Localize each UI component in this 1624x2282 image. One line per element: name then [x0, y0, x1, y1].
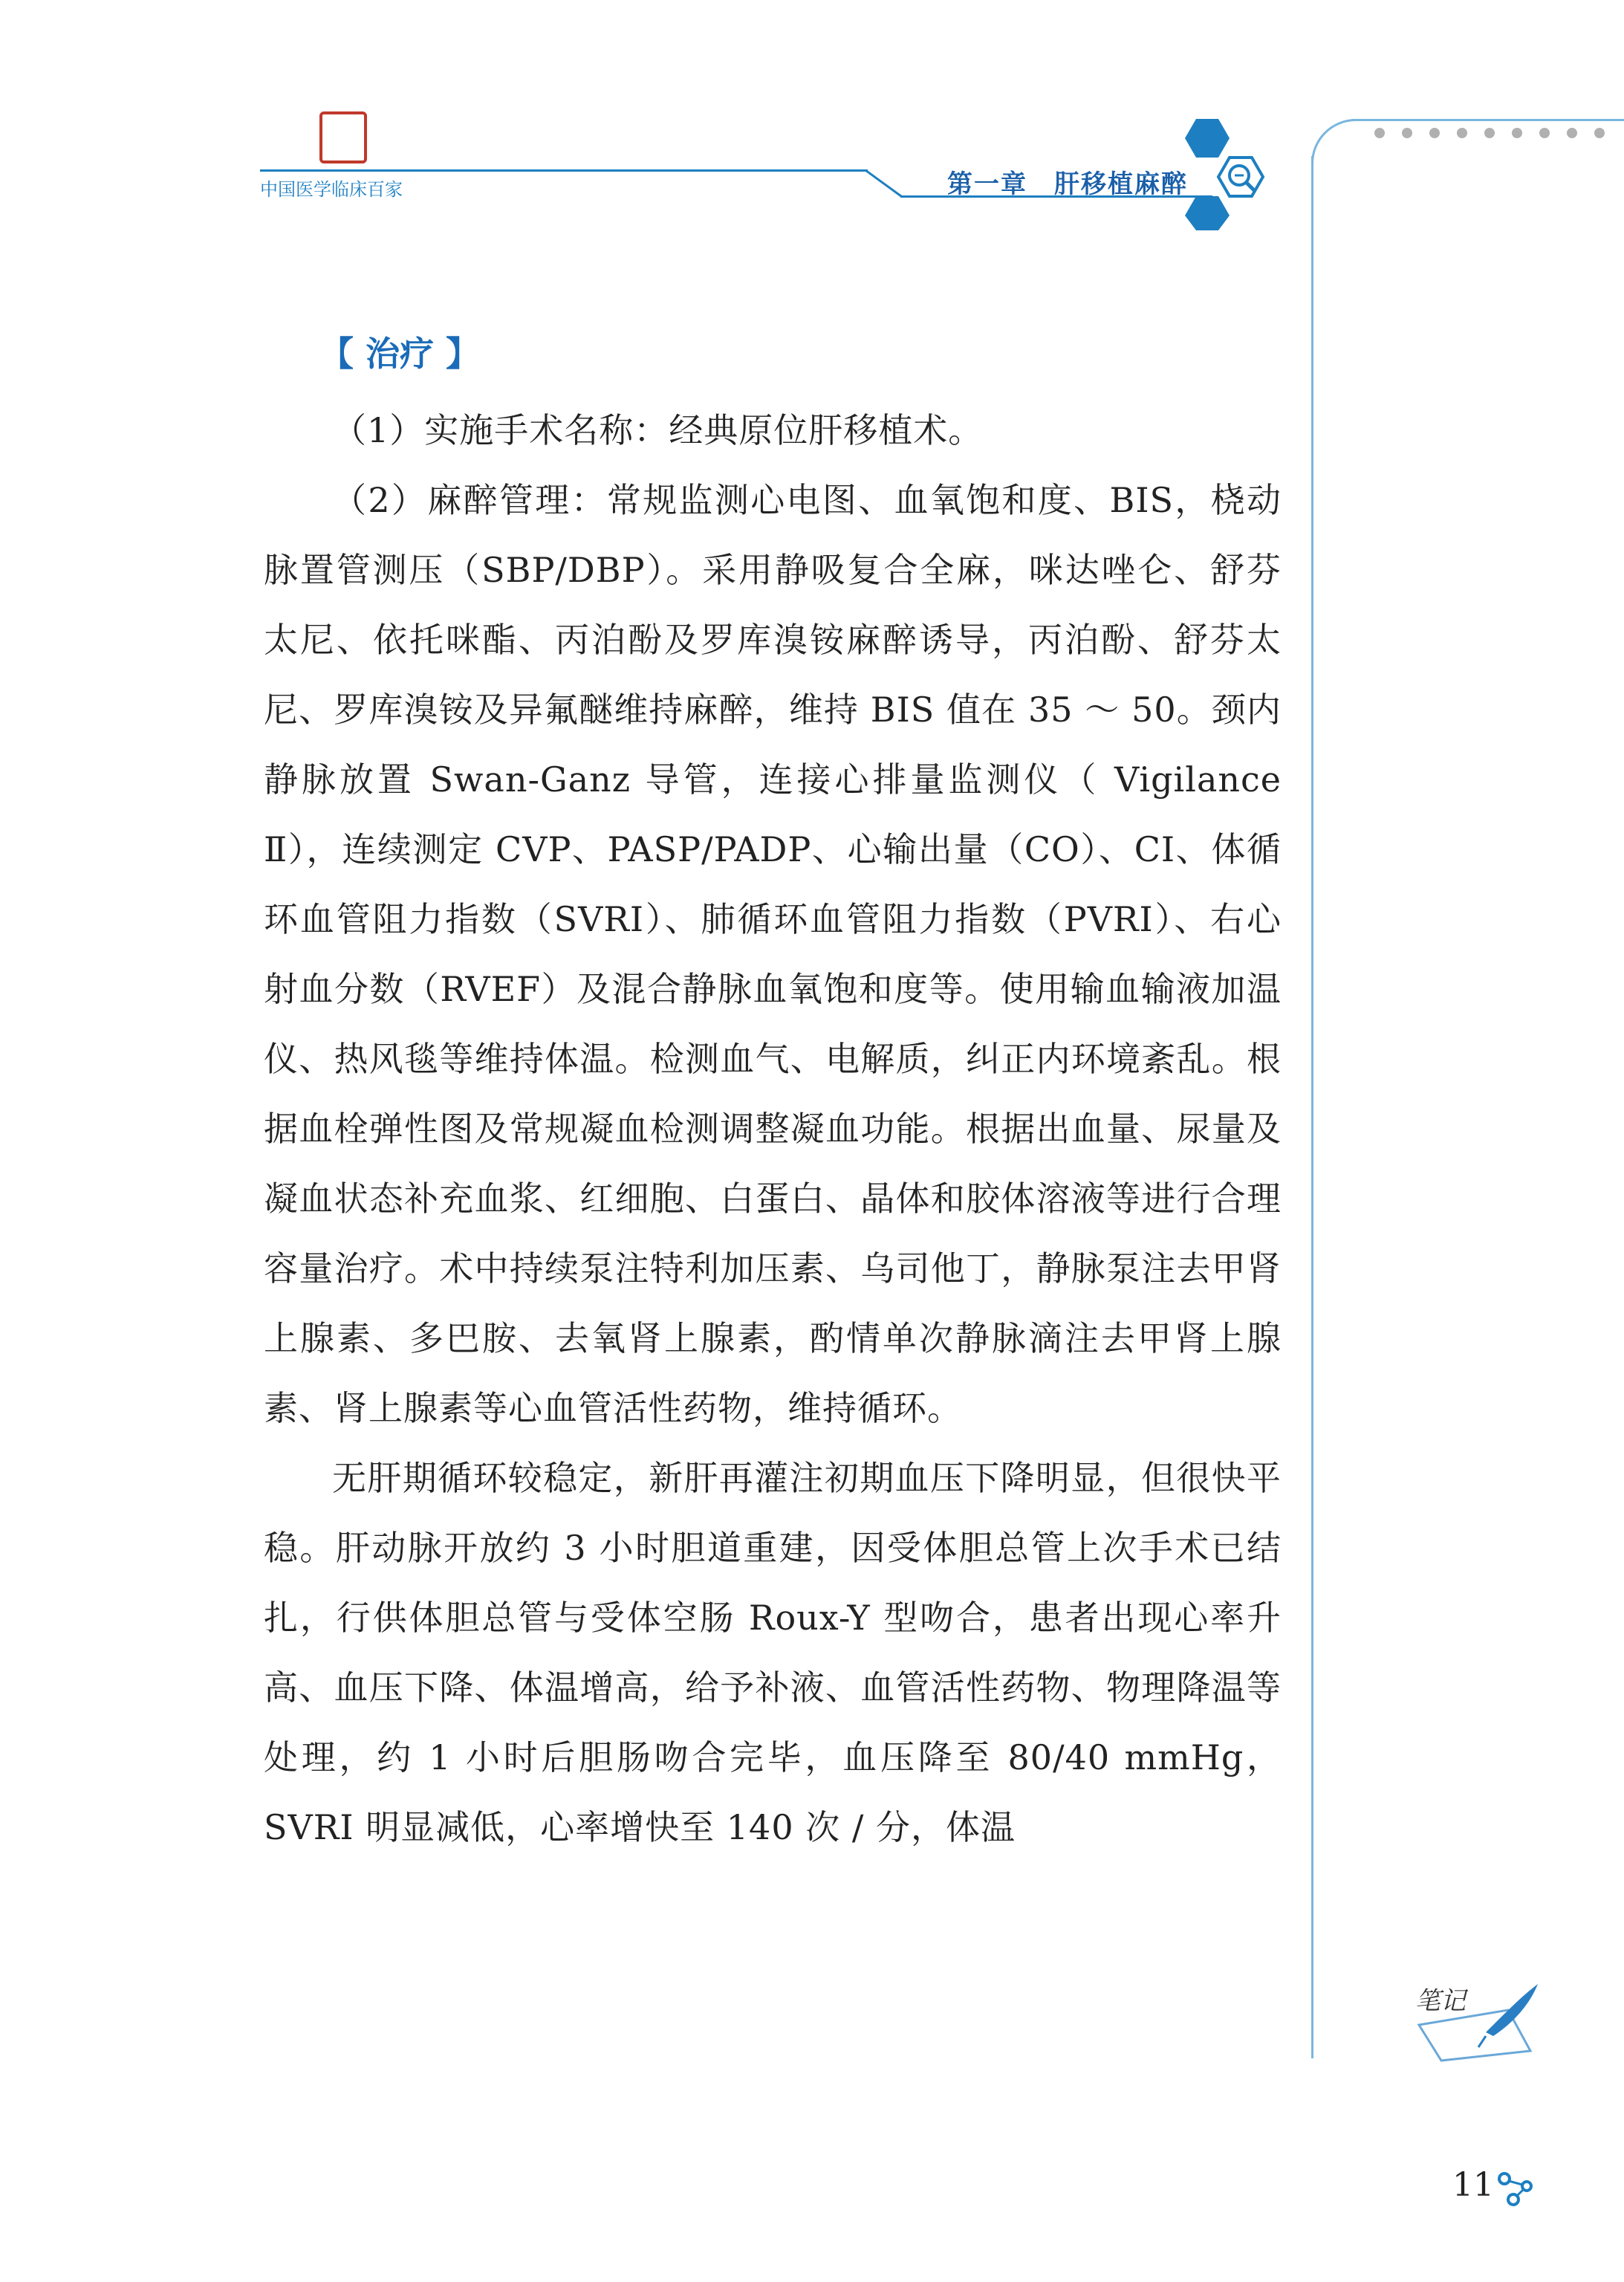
share-nodes-icon — [1497, 2170, 1536, 2207]
binder-dot-icon — [1374, 128, 1385, 138]
body-text — [264, 395, 1282, 1862]
binder-dot-icon — [1594, 128, 1605, 138]
paragraph: （1）实施手术名称：经典原位肝移植术。 — [332, 410, 984, 450]
chapter-title: 第一章 肝移植麻醉 — [947, 169, 1188, 199]
paragraph: （2）麻醉管理：常规监测心电图、血氧饱和度、BIS，桡动脉置管测压（SBP/DBP）。采用静吸复合全麻，咪达唑仑、舒芬太尼、依托咪酯、丙泊酚及罗库溴铵麻醉诱导，丙泊酚、舒芬太尼、罗库溴铵及异氟醚维持麻醉，维持 BIS 值在 35 ～ 50。颈内静脉放置 Swan-Ganz 导管，连接心排量监测仪（ Vigilance Ⅱ），连续测定 CVP、PASP/PADP、心输出量（CO）、CI、体循环血管阻力指数（SVRI）、肺循环血管阻力指数（PVRI）、右心射血分数（RVEF）及混合静脉血氧饱和度等。使用输血输液加温仪、热风毯等维持体温。检测血气、电解质，纠正内环境紊乱。根据血栓弹性图及常规凝血检测调整凝血功能。根据出血量、尿量及凝血状态补充血浆、红细胞、白蛋白、晶体和胶体溶液等进行合理容量治疗。术中持续泵注特利加压素、乌司他丁，静脉泵注去甲肾上腺素、多巴胺、去氧肾上腺素，酌情单次静脉滴注去甲肾上腺素、肾上腺素等心血管活性药物，维持循环。 — [264, 480, 1282, 1428]
header-rule-slant — [865, 169, 902, 198]
binder-dots — [1374, 128, 1605, 138]
notes-margin-line — [1311, 156, 1313, 2058]
page-number: 11 — [1452, 2166, 1494, 2204]
margin-corner — [1311, 119, 1373, 181]
header-rule — [260, 169, 868, 172]
binder-dot-icon — [1457, 128, 1467, 138]
binder-dot-icon — [1484, 128, 1495, 138]
binder-dot-icon — [1539, 128, 1550, 138]
section-heading: 【 治疗 】 — [319, 334, 481, 374]
hexagon-magnifier-icon — [1166, 111, 1278, 230]
paragraph: 无肝期循环较稳定，新肝再灌注初期血压下降明显，但很快平稳。肝动脉开放约 3 小时胆道重建，因受体胆总管上次手术已结扎，行供体胆总管与受体空肠 Roux-Y 型吻合，患者出现心率升高、血压下降、体温增高，给予补液、血管活性药物、物理降温等处理，约 1 小时后胆肠吻合完毕，血压降至 80/40 mmHg，SVRI 明显减低，心率增快至 140 次 / 分，体温 — [264, 1458, 1282, 1847]
margin-top-rule — [1352, 119, 1624, 121]
book-title: 中国医学临床百家 — [260, 179, 403, 200]
binder-dot-icon — [1402, 128, 1412, 138]
logo-seal-icon — [319, 111, 367, 163]
binder-dot-icon — [1429, 128, 1440, 138]
binder-dot-icon — [1512, 128, 1522, 138]
binder-dot-icon — [1567, 128, 1577, 138]
page-header — [0, 0, 1624, 238]
notes-label: 笔记 — [1415, 1986, 1466, 2016]
